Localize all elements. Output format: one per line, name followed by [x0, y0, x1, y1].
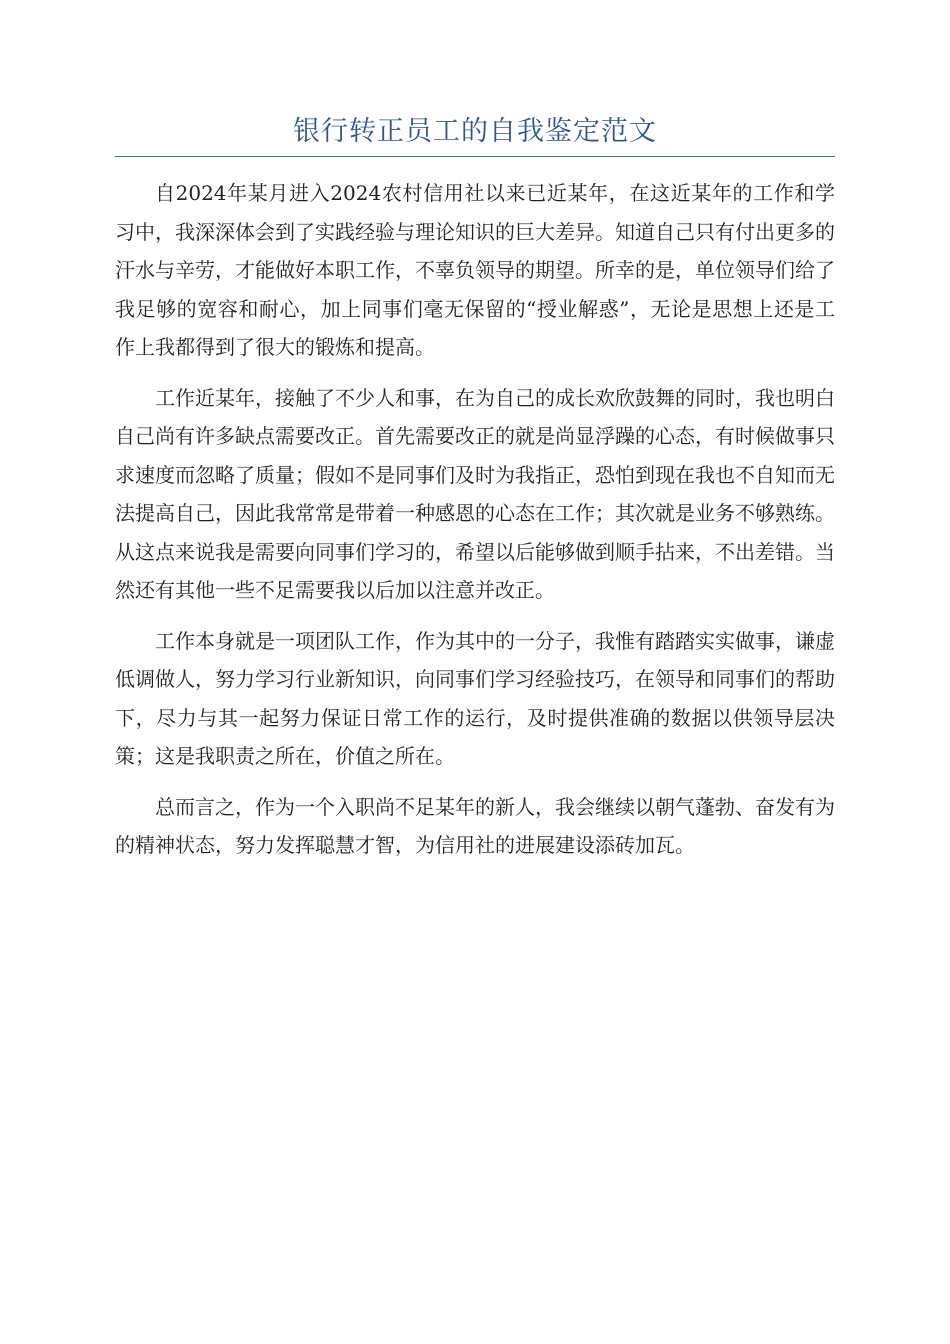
paragraph-2: 工作近某年，接触了不少人和事，在为自己的成长欢欣鼓舞的同时，我也明白自己尚有许多缺点需要改正。首先需要改正的就是尚显浮躁的心态，有时候做事只求速度而忽略了质量；假如不是同事们及时为我指正，恐怕到现在我也不自知而无法提高自己，因此我常常是带着一种感恩的心态在工作；其次就是业务不够熟练。从这点来说我是需要向同事们学习的，希望以后能够做到顺手拈来，不出差错。当然还有其他一些不足需要我以后加以注意并改正。	[115, 385, 835, 602]
paragraph-4: 总而言之，作为一个入职尚不足某年的新人，我会继续以朝气蓬勃、奋发有为的精神状态，努力发挥聪慧才智，为信用社的进展建设添砖加瓦。	[115, 794, 835, 857]
paragraph-3: 工作本身就是一项团队工作，作为其中的一分子，我惟有踏踏实实做事，谦虚低调做人，努力学习行业新知识，向同事们学习经验技巧，在领导和同事们的帮助下，尽力与其一起努力保证日常工作的运行，及时提供准确的数据以供领导层决策；这是我职责之所在，价值之所在。	[115, 628, 835, 768]
page-title: 银行转正员工的自我鉴定范文	[293, 116, 657, 147]
paragraph-1: 自2024年某月进入2024农村信用社以来已近某年，在这近某年的工作和学习中，我深深体会到了实践经验与理论知识的巨大差异。知道自己只有付出更多的汗水与辛劳，才能做好本职工作，不辜负领导的期望。所幸的是，单位领导们给了我足够的宽容和耐心，加上同事们毫无保留的“授业解惑”，无论是思想上还是工作上我都得到了很大的锻炼和提高。	[115, 181, 835, 359]
title-block	[115, 112, 835, 157]
document-body	[115, 174, 835, 877]
